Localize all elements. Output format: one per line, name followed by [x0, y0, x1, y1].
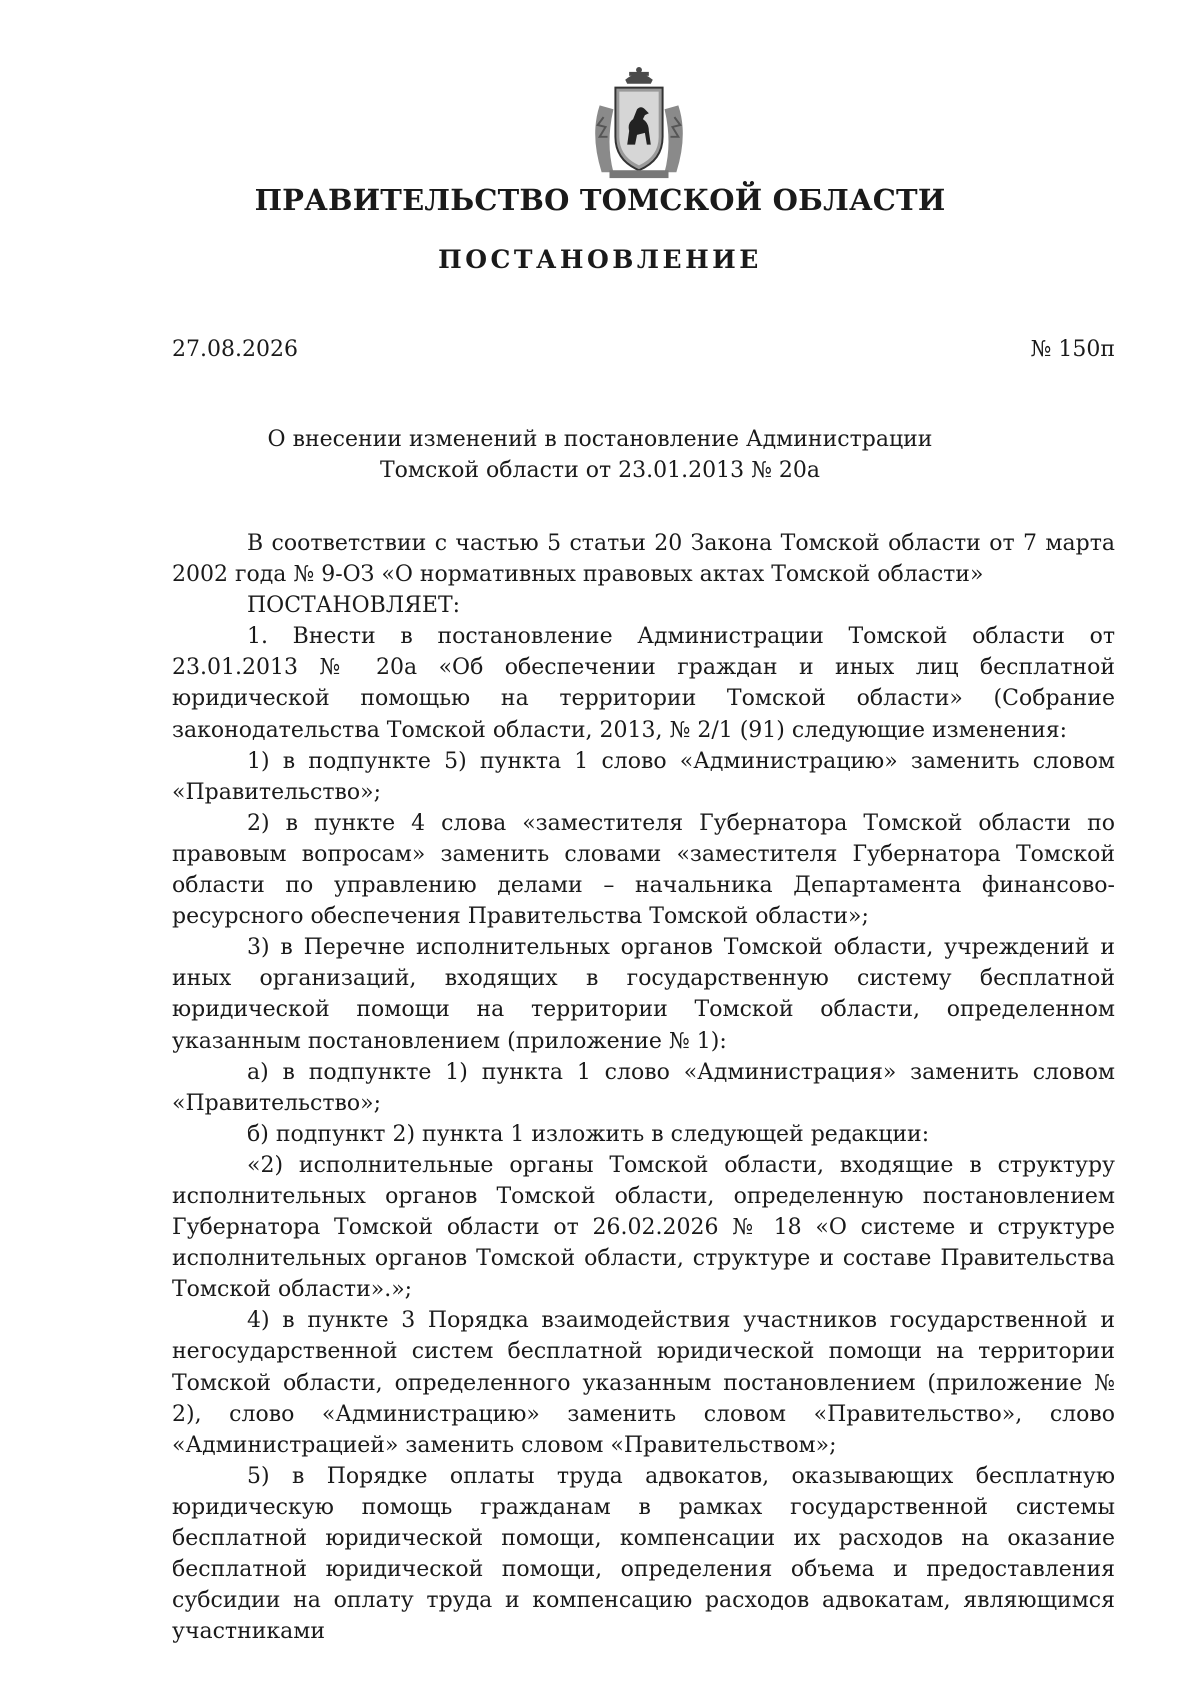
subitem-3-paragraph: 3) в Перечне исполнительных органов Томской области, учреждений и иных организаций, входящих в государственную систему бесплатной юридической помощи на территории Томской области, определенном указанным постановлением (приложение № 1):: [172, 935, 1115, 1054]
subitem-4-paragraph: 4) в пункте 3 Порядка взаимодействия участников государственной и негосударственной систем бесплатной юридической помощи на территории Томской области, определенного указанным постановлением (приложение № 2), слово «Администрацию» заменить словом «Правительство», слово «Администрацией» заменить словом «Правительством»;: [172, 1308, 1115, 1458]
document-subject: [0, 424, 1200, 486]
subject-line-2: Томской области от 23.01.2013 № 20а: [379, 458, 821, 483]
document-number: № 150п: [1030, 337, 1115, 362]
subject-line-1: О внесении изменений в постановление Администрации: [267, 427, 933, 452]
resolves-paragraph: ПОСТАНОВЛЯЕТ:: [247, 593, 461, 619]
subitem-3b-paragraph: б) подпункт 2) пункта 1 изложить в следующей редакции:: [247, 1121, 930, 1147]
preamble-paragraph: В соответствии с частью 5 статьи 20 Закона Томской области от 7 марта 2002 года № 9-ОЗ «О нормативных правовых актах Томской области»: [172, 531, 1115, 588]
subitem-5-paragraph: 5) в Порядке оплаты труда адвокатов, оказывающих бесплатную юридическую помощь гражданам в рамках государственной системы бесплатной юридической помощи, компенсации их расходов на оказание бесплатной юридической помощи, определения объема и предоставления субсидии на оплату труда и компенсацию расходов адвокатам, являющимся участниками: [172, 1463, 1115, 1645]
organization-title: ПРАВИТЕЛЬСТВО ТОМСКОЙ ОБЛАСТИ: [254, 183, 946, 217]
document-type-heading: ПОСТАНОВЛЕНИЕ: [438, 245, 762, 274]
subitem-3b-text-paragraph: «2) исполнительные органы Томской области, входящие в структуру исполнительных органов Томской области, определенную постановлением Губернатора Томской области от 26.02.2026 № 18 «О системе и структуре исполнительных органов Томской области, структуре и составе Правительства Томской области».»;: [172, 1152, 1115, 1303]
item-1-paragraph: 1. Внести в постановление Администрации Томской области от 23.01.2013 № 20а «Об обеспечении граждан и иных лиц бесплатной юридической помощью на территории Томской области» (Собрание законодательства Томской области, 2013, № 2/1 (91) следующие изменения:: [172, 624, 1115, 743]
subitem-1-paragraph: 1) в подпункте 5) пункта 1 слово «Администрацию» заменить словом «Правительство»;: [172, 748, 1115, 805]
document-date: 27.08.2026: [172, 337, 298, 362]
subitem-2-paragraph: 2) в пункте 4 слова «заместителя Губернатора Томской области по правовым вопросам» заменить словами «заместителя Губернатора Томской области по управлению делами – начальника Департамента финансово-ресурсного обеспечения Правительства Томской области»;: [172, 810, 1115, 930]
document-body: [172, 528, 1115, 1647]
coat-of-arms-icon: [580, 66, 698, 184]
subitem-3a-paragraph: а) в подпункте 1) пункта 1 слово «Администрация» заменить словом «Правительство»;: [172, 1059, 1115, 1116]
